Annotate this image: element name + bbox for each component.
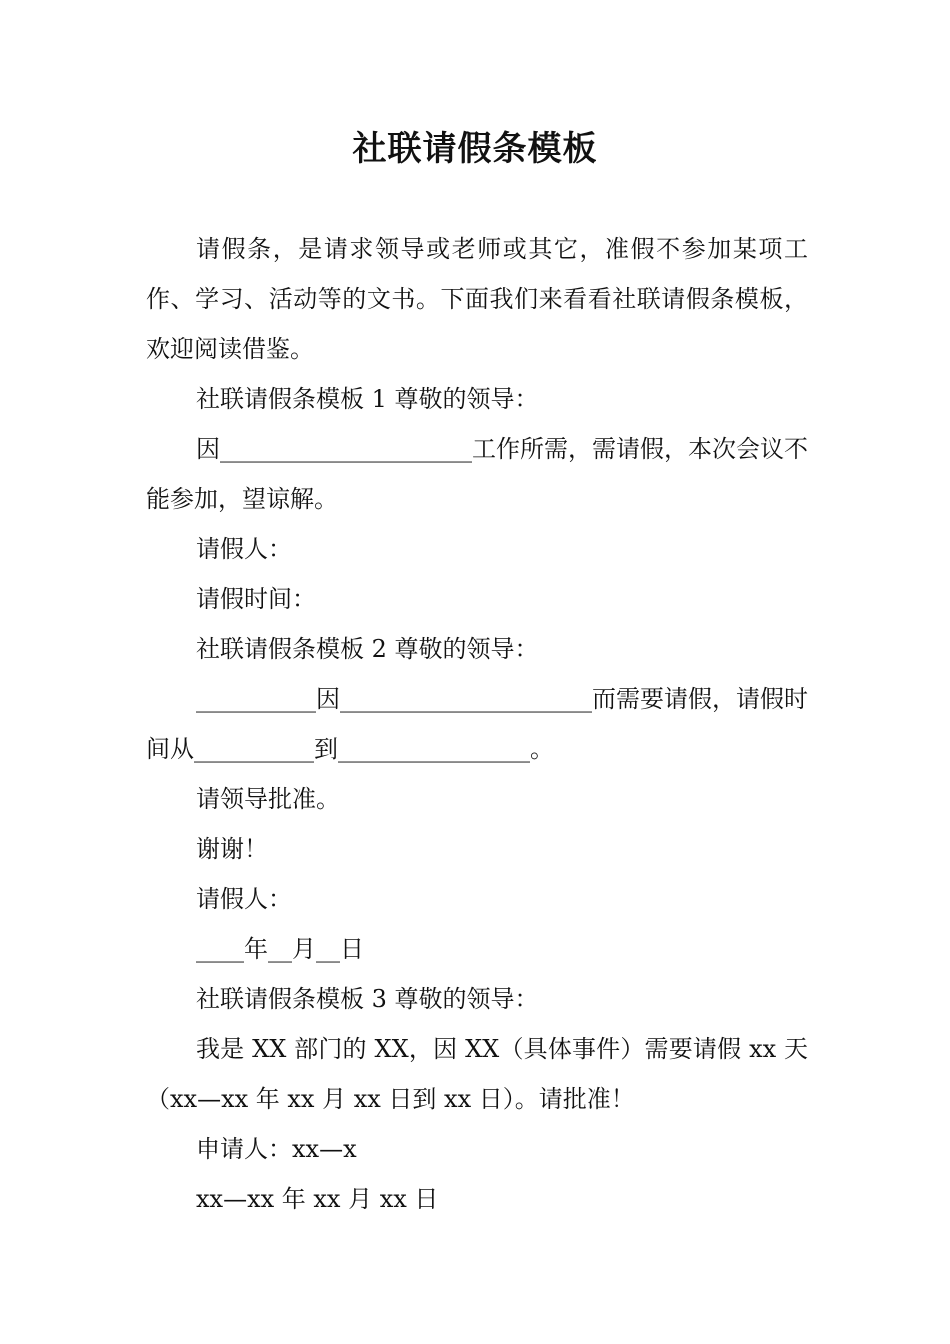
template-2-thanks: 谢谢！ bbox=[196, 835, 268, 863]
template-2-applicant: 请假人： bbox=[196, 885, 292, 913]
template-2-approval-request: 请领导批准。 bbox=[196, 785, 340, 813]
document-body bbox=[146, 224, 808, 1224]
document-title: 社联请假条模板 bbox=[352, 129, 598, 169]
template-2-date: ____年__月__日 bbox=[196, 935, 364, 963]
template-3-applicant: 申请人：xx—x bbox=[196, 1135, 357, 1163]
template-1-applicant: 请假人： bbox=[196, 535, 292, 563]
template-1-heading: 社联请假条模板 1 尊敬的领导： bbox=[196, 385, 539, 413]
template-2-heading: 社联请假条模板 2 尊敬的领导： bbox=[196, 635, 539, 663]
template-1-body: 因_____________________工作所需，需请假，本次会议不能参加，望谅解。 bbox=[146, 435, 808, 513]
template-3-heading: 社联请假条模板 3 尊敬的领导： bbox=[196, 985, 539, 1013]
template-3-date: xx—xx 年 xx 月 xx 日 bbox=[196, 1185, 439, 1213]
template-2-body: __________因_____________________而需要请假，请假时间从__________到________________。 bbox=[146, 685, 808, 763]
template-1-leave-time: 请假时间： bbox=[196, 585, 316, 613]
template-3-body: 我是 XX 部门的 XX，因 XX（具体事件）需要请假 xx 天（xx—xx 年 xx 月 xx 日到 xx 日）。请批准！ bbox=[146, 1035, 808, 1113]
intro-paragraph: 请假条，是请求领导或老师或其它，准假不参加某项工作、学习、活动等的文书。下面我们来看看社联请假条模板，欢迎阅读借鉴。 bbox=[146, 235, 808, 363]
